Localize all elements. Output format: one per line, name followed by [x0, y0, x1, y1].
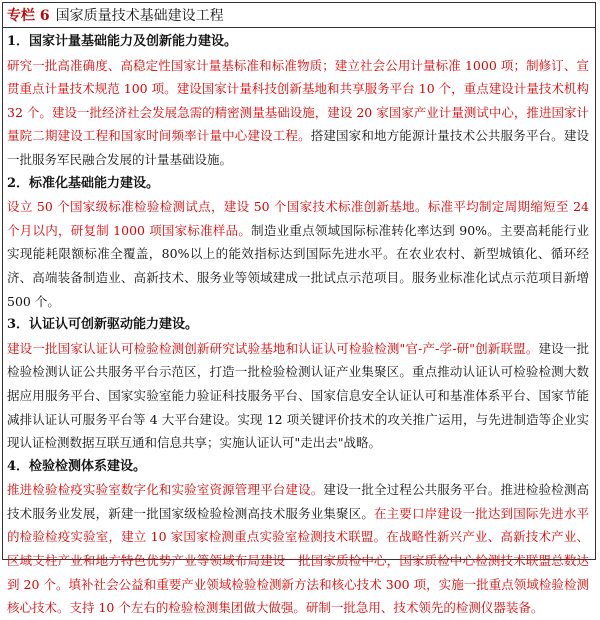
body-text: 制造业重点领域国际标准转化率达到 90%。主要高耗能行业实现能耗限额标准全覆盖，80%以上的能效指标达到国际先进水平。在农业农村、新型城镇化、循环经济、高端装备制造业、高新技术、服务业等领域建成一批试点示范项目。服务业标准化试点示范项目新增 500 个。: [7, 222, 590, 309]
highlight-text: 研究一批高准确度、高稳定性国家计量基标准和标准物质；建立社会公用计量标准 1000 项；制修订、宣贯重点计量技术规范 100 项。建设国家计量科技创新基地和共享服务平台 10 个，重点建设计量技术机构 32 个。建设一批经济社会发展急需的精密测量基础设施，建设 20 家国家产业计量测试中心，推进国家计量院二期建设工程和国家时间频率计量中心建设工程。: [7, 57, 589, 144]
highlight-text: 推进检验检疫实验室数字化和实验室资源管理平台建设。: [7, 482, 324, 498]
section-paragraph: [7, 195, 589, 313]
section-paragraph: [7, 337, 589, 455]
section-3: [7, 313, 589, 455]
column-content: [3, 28, 595, 620]
column-label: 专栏 6: [7, 8, 50, 24]
column-header: [3, 3, 595, 28]
section-heading: 4．检验检测体系建设。: [7, 458, 147, 474]
column-box: [2, 2, 596, 616]
highlight-text: 建设一批国家认证认可检验检测创新研究试验基地和认证认可检验检测"官-产-学-研"创新联盟。: [7, 340, 539, 356]
section-paragraph: [7, 54, 589, 172]
body-text: 建设一批检验检测认证公共服务平台示范区，打造一批检验检测认证产业集聚区。重点推动认证认可检验检测大数据应用服务平台、国家实验室能力验证科技服务平台、国家信息安全认证认可和基准体系平台、国家节能减排认证认可服务平台等 4 大平台建设。实现 12 项关键评价技术的攻关推广运用，与先进制造等企业实现认证检测数据互联互通和信息共享；实施认证认可"走出去"战略。: [7, 340, 589, 451]
section-paragraph: [7, 478, 589, 620]
body-text: 搭建国家和地方能源计量技术公共服务平台。建设一批服务军民融合发展的计量基础设施。: [7, 128, 589, 167]
body-text: 建设一批全过程公共服务平台。推进检验检测高技术服务业发展，新建一批国家级检验检测高技术服务业集聚区。: [7, 482, 589, 521]
section-4: [7, 455, 589, 620]
section-2: [7, 172, 589, 314]
section-heading: 2．标准化基础能力建设。: [7, 175, 160, 191]
highlight-text: 设立 50 个国家级标准检验检测试点，建设 50 个国家技术标准创新基地。标准平均制定周期缩短至 24 个月以内，研复制 1000 项国家标准样品。: [7, 199, 589, 238]
highlight-text: 在主要口岸建设一批达到国际先进水平的检验检疫实验室，建立 10 家国家检测重点实验室检测技术联盟。在战略性新兴产业、高新技术产业、区域支柱产业和地方特色优势产业等领域布局建设一批国家质检中心，国家质检中心检测技术联盟总数达到 20 个。填补社会公益和重要产业领域检验检测新方法和核心技术 300 项，实施一批重点领域检验检测核心技术。支持 10 个左右的检验检测集团做大做强。研制一批急用、技术领先的检测仪器装备。: [7, 505, 589, 616]
section-1: [7, 30, 589, 172]
section-heading: 3．认证认可创新驱动能力建设。: [7, 317, 199, 333]
column-title: 国家质量技术基础建设工程: [55, 8, 224, 24]
section-heading: 1．国家计量基础能力及创新能力建设。: [7, 34, 238, 49]
